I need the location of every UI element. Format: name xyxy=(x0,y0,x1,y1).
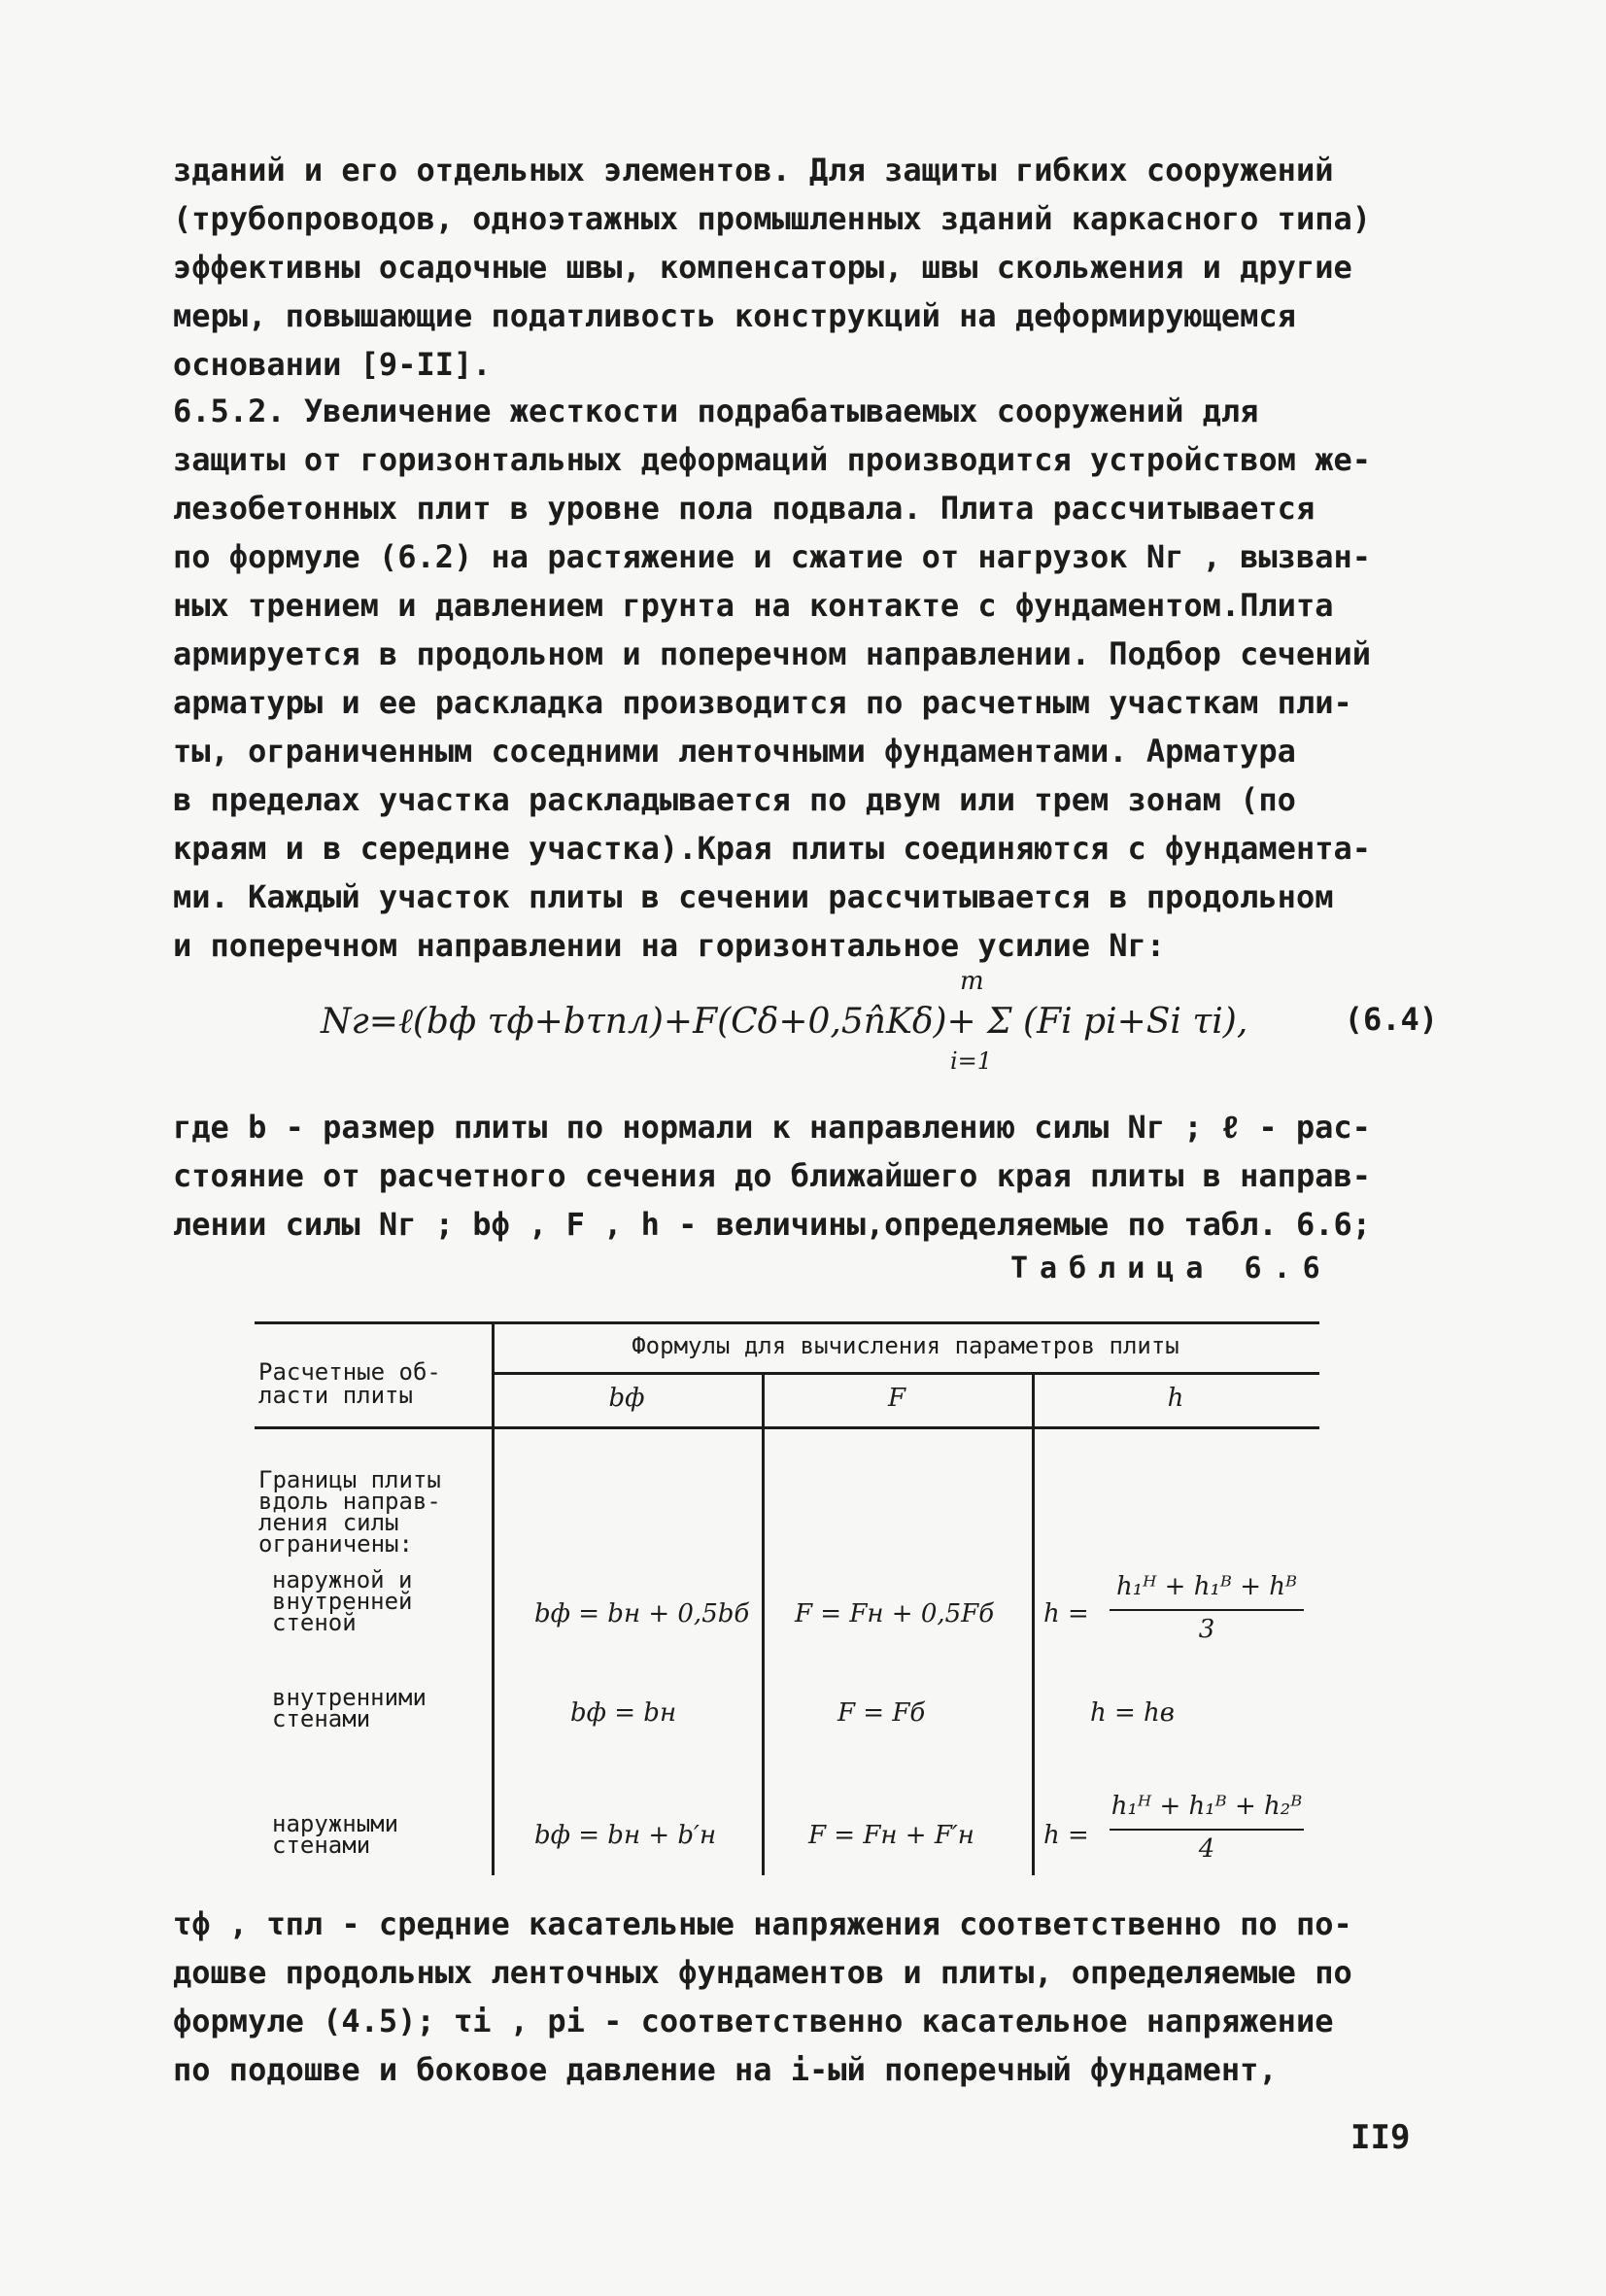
text-line: стояние от расчетного сечения до ближайшего края плиты в направ- xyxy=(173,1157,1371,1194)
cell-h-prefix: h = xyxy=(1043,1599,1089,1628)
text-line: эффективны осадочные швы, компенсаторы, швы скольжения и другие xyxy=(173,249,1352,286)
table-col-divider xyxy=(762,1372,765,1875)
cell-h-prefix: h = xyxy=(1043,1821,1089,1850)
col-header-bf: bф xyxy=(608,1384,645,1413)
paragraph-6-5-2 xyxy=(173,387,1436,970)
cell-f: F = Fб xyxy=(837,1698,926,1728)
section-label: Границы плиты вдоль направ- ления силы ограничены: xyxy=(258,1466,441,1558)
sum-lower-limit: i=1 xyxy=(950,1047,993,1075)
text-line: ми. Каждый участок плиты в сечении рассчитывается в продольном xyxy=(173,878,1334,915)
equation-number: (6.4) xyxy=(1344,1001,1438,1038)
text-line: 6.5.2. Увеличение жесткости подрабатываемых сооружений для xyxy=(173,393,1259,429)
equation-6-4 xyxy=(321,967,1438,1088)
text-line: зданий и его отдельных элементов. Для защиты гибких сооружений xyxy=(173,152,1334,188)
where-paragraph xyxy=(173,1103,1436,1249)
cell-h-denominator: 4 xyxy=(1198,1834,1215,1864)
text-line: по подошве и боковое давление на i-ый поперечный фундамент, xyxy=(173,2051,1278,2088)
text-line: (трубопроводов, одноэтажных промышленных зданий каркасного типа) xyxy=(173,200,1371,237)
cell-bf: bф = bн xyxy=(570,1698,677,1728)
page-number: II9 xyxy=(1350,2118,1411,2157)
col-header-f: F xyxy=(887,1384,906,1413)
cell-h: h = hв xyxy=(1090,1698,1175,1728)
text-line: формуле (4.5); τi , pi - соответственно касательное напряжение xyxy=(173,2003,1334,2039)
table-col-divider xyxy=(1032,1372,1035,1875)
col-header-group: Формулы для вычисления параметров плиты xyxy=(632,1332,1179,1359)
cell-h-numerator: h₁ᴴ + h₁ᴮ + h₂ᴮ xyxy=(1111,1792,1303,1821)
text-line: краям и в середине участка).Края плиты соединяются с фундамента- xyxy=(173,830,1371,867)
text-line: основании [9-II]. xyxy=(173,346,492,383)
row-label: наружной и внутренней стеной xyxy=(272,1566,413,1636)
table-caption: Таблица 6.6 xyxy=(1010,1251,1332,1285)
text-line: армируется в продольном и поперечном направлении. Подбор сечений xyxy=(173,635,1371,672)
table-rule-top xyxy=(255,1321,1319,1324)
table-rule-group xyxy=(492,1372,1319,1375)
fraction-bar xyxy=(1110,1829,1304,1831)
text-line: арматуры и ее раскладка производится по расчетным участкам пли- xyxy=(173,684,1352,721)
cell-f: F = Fн + F′н xyxy=(808,1821,974,1850)
col-header-regions: Расчетные об- ласти плиты xyxy=(258,1358,441,1409)
fraction-bar xyxy=(1110,1609,1304,1611)
text-line: и поперечном направлении на горизонтальное усилие Nг: xyxy=(173,927,1166,964)
row-label: внутренними стенами xyxy=(272,1684,427,1732)
intro-paragraph xyxy=(173,146,1436,389)
text-line: ных трением и давлением грунта на контакте с фундаментом.Плита xyxy=(173,587,1334,624)
row-label: наружными стенами xyxy=(272,1810,399,1859)
equation-body: Nг=ℓ(bф τф+bτпл)+F(Cδ+0,5n̂Kδ)+ Σ (Fi pi+Si τi), xyxy=(321,1002,1248,1042)
after-table-paragraph xyxy=(173,1900,1436,2094)
cell-h-denominator: 3 xyxy=(1198,1615,1215,1644)
text-line: дошве продольных ленточных фундаментов и плиты, определяемые по xyxy=(173,1954,1352,1991)
table-6-6 xyxy=(255,1321,1319,1875)
cell-bf: bф = bн + b′н xyxy=(534,1821,717,1850)
text-line: где b - размер плиты по нормали к направлению силы Nг ; ℓ - рас- xyxy=(173,1109,1371,1146)
text-line: τф , τпл - средние касательные напряжения соответственно по по- xyxy=(173,1905,1352,1942)
col-header-h: h xyxy=(1167,1384,1184,1413)
cell-h-numerator: h₁ᴴ + h₁ᴮ + hᴮ xyxy=(1115,1572,1298,1601)
cell-bf: bф = bн + 0,5bб xyxy=(534,1599,750,1628)
sum-upper-limit: m xyxy=(960,967,984,996)
text-line: лезобетонных плит в уровне пола подвала. Плита рассчитывается xyxy=(173,490,1316,527)
text-line: ты, ограниченным соседними ленточными фундаментами. Арматура xyxy=(173,733,1296,770)
text-line: в пределах участка раскладывается по двум или трем зонам (по xyxy=(173,781,1296,818)
text-line: защиты от горизонтальных деформаций производится устройством же- xyxy=(173,441,1371,478)
text-line: меры, повышающие податливость конструкций на деформирующемся xyxy=(173,297,1296,334)
text-line: лении силы Nг ; bф , F , h - величины,определяемые по табл. 6.6; xyxy=(173,1206,1371,1243)
table-rule-header xyxy=(255,1426,1319,1429)
cell-f: F = Fн + 0,5Fб xyxy=(795,1599,995,1628)
text-line: по формуле (6.2) на растяжение и сжатие от нагрузок Nг , вызван- xyxy=(173,538,1371,575)
